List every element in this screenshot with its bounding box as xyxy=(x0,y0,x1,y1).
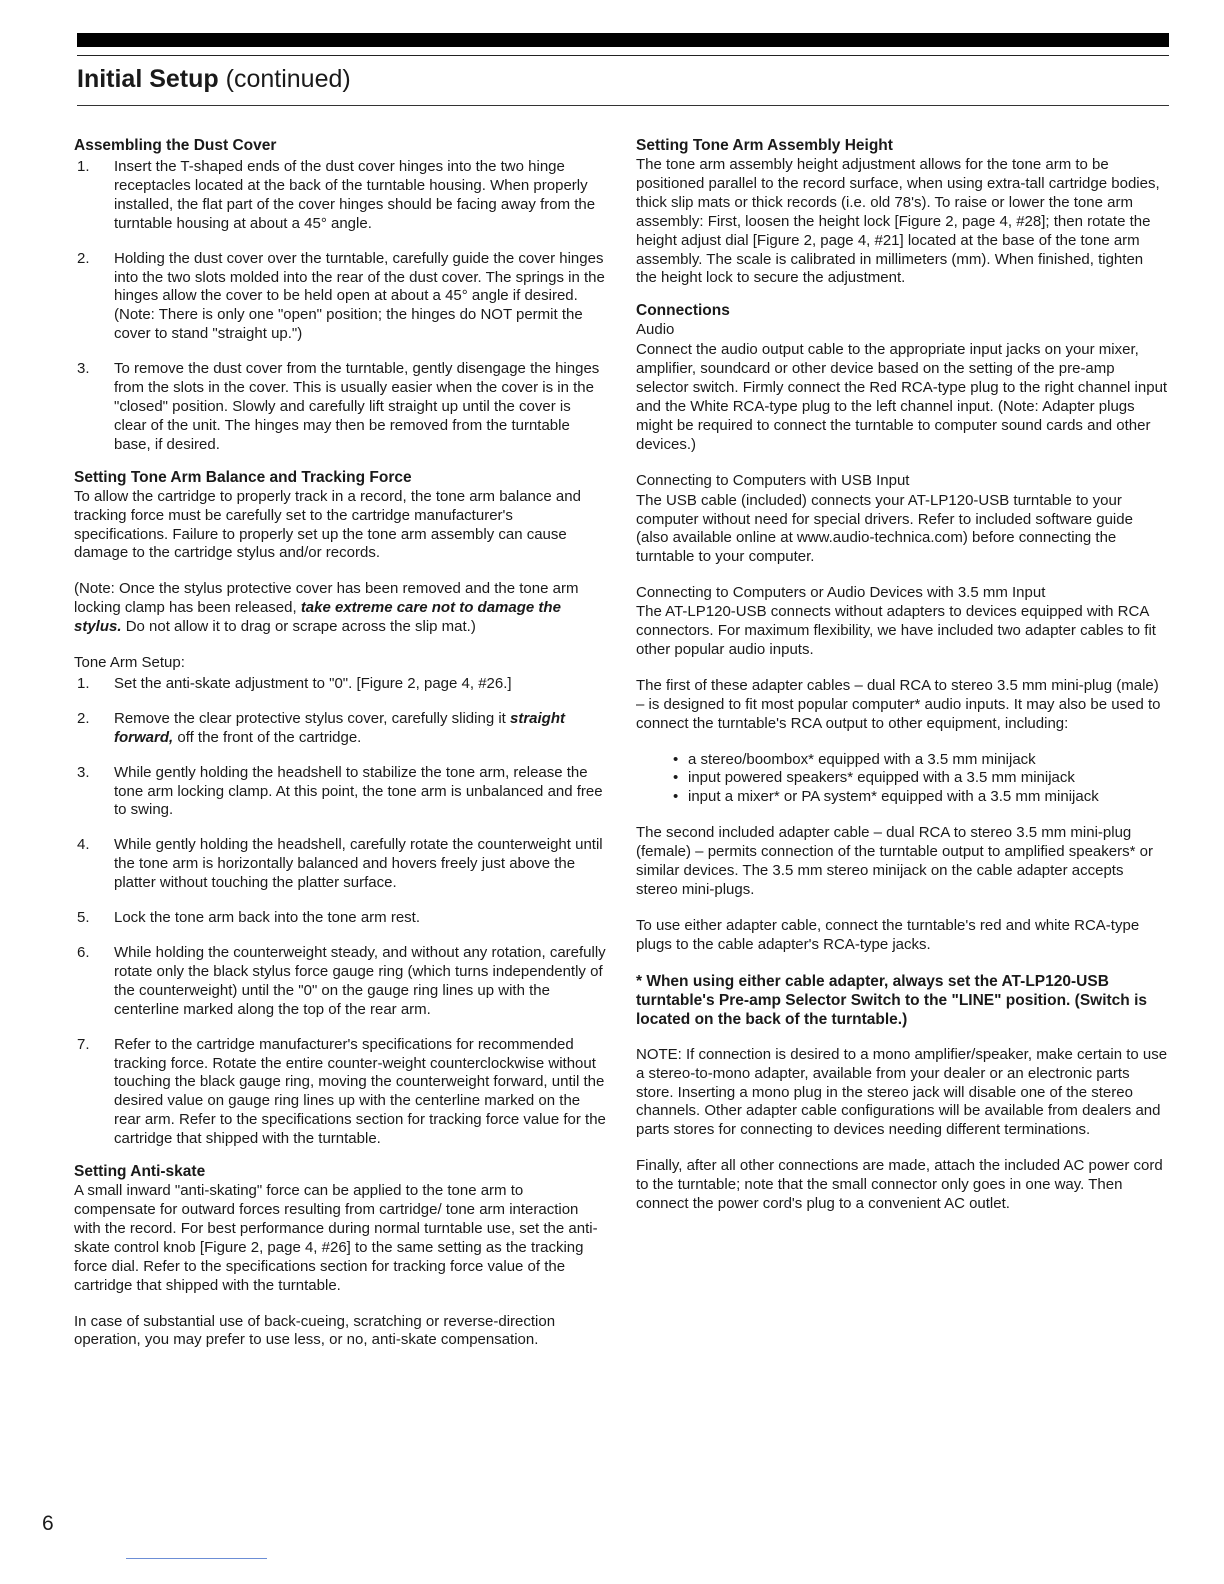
page-title-bold: Initial Setup xyxy=(77,65,219,93)
mm-input-label: Connecting to Computers or Audio Devices with 3.5 mm Input xyxy=(636,584,1046,602)
anti-skate-paragraph: A small inward "anti-skating" force can be applied to the tone arm to compensate for outward forces resulting from cartridge/ tone arm interaction with the record. For best performance during normal turntable use, set the anti-skate control knob [Figure 2, page 4, #26] to the same setting as the tracking force dial. Refer to the specifications section for tracking force value of the cartridge that shipped with the turntable. xyxy=(74,1182,598,1294)
balance-paragraph: To allow the cartridge to properly track in a record, the tone arm balance and tracking force must be carefully set to the cartridge manufacturer's specifications. Failure to properly set up the tone arm assembly can cause damage to the cartridge stylus and/or records. xyxy=(74,487,581,562)
list-item xyxy=(74,158,606,234)
list-text-emphasis: straight forward, xyxy=(114,709,566,746)
connections-heading: Connections xyxy=(636,302,730,320)
page-number: 6 xyxy=(42,1512,54,1535)
bullet-icon: • xyxy=(673,750,679,768)
list-item xyxy=(74,909,606,928)
stylus-note-emphasis: take extreme care not to damage the stylus. xyxy=(74,599,561,636)
list-item xyxy=(673,788,1168,807)
page-title xyxy=(77,63,351,95)
list-text: Lock the tone arm back into the tone arm rest. xyxy=(114,909,420,927)
adapter-bullet-list xyxy=(636,751,1168,808)
list-number: 2. xyxy=(77,709,90,727)
list-number: 3. xyxy=(77,360,90,378)
balance-heading: Setting Tone Arm Balance and Tracking Force xyxy=(74,468,412,486)
either-adapter-paragraph: To use either adapter cable, connect the turntable's red and white RCA-type plugs to the cable adapter's RCA-type jacks. xyxy=(636,916,1140,953)
bullet-text: a stereo/boombox* equipped with a 3.5 mm minijack xyxy=(688,750,1036,768)
usb-label: Connecting to Computers with USB Input xyxy=(636,471,910,489)
height-heading: Setting Tone Arm Assembly Height xyxy=(636,137,893,154)
list-text: To remove the dust cover from the turntable, gently disengage the hinges from the slots in the cover. This is usually easier when the cover is in the "closed" position. Slowly and carefully lift straight up until the cover is clear of the unit. The hinges may then be removed from the turntable base, if desired. xyxy=(114,360,600,453)
left-column xyxy=(74,136,606,1350)
tone-arm-setup-label: Tone Arm Setup: xyxy=(74,654,185,672)
tone-arm-setup-list xyxy=(74,675,606,1149)
list-item xyxy=(673,751,1168,770)
dust-cover-list xyxy=(74,158,606,455)
stylus-note xyxy=(74,580,606,637)
list-number: 1. xyxy=(77,158,90,175)
anti-skate-heading: Setting Anti-skate xyxy=(74,1163,206,1181)
audio-paragraph: Connect the audio output cable to the appropriate input jacks on your mixer, amplifier, soundcard or other device based on the setting of the pre-amp selector switch. Firmly connect the Red RCA-type plug to the right channel input and the White RCA-type plug to the left channel input. (Note: Adapter plugs might be required to connect the turntable to computer sound cards and other devices.) xyxy=(636,341,1168,453)
list-text: Insert the T-shaped ends of the dust cover hinges into the two hinge receptacles located at the back of the turntable housing. When properly installed, the flat part of the cover hinges should be facing away from the turntable housing at about a 45° angle. xyxy=(114,158,596,232)
list-number: 3. xyxy=(77,763,90,781)
list-item xyxy=(74,675,606,694)
mm-input-paragraph: The AT-LP120-USB connects without adapters to devices equipped with RCA connectors. For maximum flexibility, we have included two adapter cables to fit other popular audio inputs. xyxy=(636,603,1156,658)
list-text: While gently holding the headshell to stabilize the tone arm, release the tone arm locking clamp. At this point, the tone arm is unbalanced and free to swing. xyxy=(114,763,603,819)
list-text-end: off the front of the cartridge. xyxy=(173,728,362,746)
list-item xyxy=(74,944,606,1020)
list-item xyxy=(673,769,1168,788)
list-number: 1. xyxy=(77,674,90,692)
bullet-icon: • xyxy=(673,769,679,787)
list-item xyxy=(74,710,606,748)
stylus-note-end: Do not allow it to drag or scrape across the slip mat.) xyxy=(121,618,476,636)
line-position-note: * When using either cable adapter, always set the AT-LP120-USB turntable's Pre-amp Selector Switch to the "LINE" position. (Switch is located on the back of the turntable.) xyxy=(636,972,1148,1028)
list-text xyxy=(114,710,606,748)
list-item xyxy=(74,836,606,893)
list-text: While holding the counterweight steady, and without any rotation, carefully rotate only the black stylus force gauge ring (which turns independently of the counterweight) until the "0" on the gauge ring lines up with the centerline marked along the top of the rear arm. xyxy=(114,944,606,1018)
list-number: 2. xyxy=(77,249,90,267)
list-text: Set the anti-skate adjustment to "0". [Figure 2, page 4, #26.] xyxy=(114,674,512,692)
footer-rule xyxy=(126,1558,267,1559)
list-text-start: Remove the clear protective stylus cover, carefully sliding it xyxy=(114,709,510,727)
list-number: 6. xyxy=(77,944,90,961)
anti-skate-note: In case of substantial use of back-cueing, scratching or reverse-direction operation, you may prefer to use less, or no, anti-skate compensation. xyxy=(74,1312,556,1349)
header-bar xyxy=(77,33,1169,47)
list-number: 7. xyxy=(77,1035,90,1053)
bullet-icon: • xyxy=(673,788,679,806)
dust-cover-heading: Assembling the Dust Cover xyxy=(74,137,277,154)
audio-label: Audio xyxy=(636,321,675,339)
list-text: Refer to the cartridge manufacturer's specifications for recommended tracking force. Rotate the entire counter-weight counterclockwise without touching the black gauge ring, moving the counterweight forward, until the desired value on gauge ring lines up with the centerline marked on the rear arm. Refer to the specifications section for tracking force value for the cartridge that shipped with the turntable. xyxy=(114,1035,606,1148)
list-item xyxy=(74,360,606,455)
mono-note: NOTE: If connection is desired to a mono amplifier/speaker, make certain to use a stereo-to-mono adapter, available from your dealer or an electronic parts store. Inserting a mono plug in the stereo jack will disable one of the stereo channels. Other adapter cable configurations will be available from dealers and parts stores for connecting to devices needing different terminations. xyxy=(636,1045,1168,1139)
list-number: 4. xyxy=(77,836,90,854)
page-title-continued: (continued) xyxy=(225,65,351,93)
list-text: While gently holding the headshell, carefully rotate the counterweight until the tone arm is horizontally balanced and hovers freely just above the platter without touching the platter surface. xyxy=(114,836,603,892)
list-item xyxy=(74,1036,606,1149)
stylus-note-start: (Note: Once the stylus protective cover has been removed and the tone arm locking clamp has been released, xyxy=(74,580,579,617)
right-column xyxy=(636,136,1168,1214)
power-cord-paragraph: Finally, after all other connections are made, attach the included AC power cord to the turntable; note that the small connector only goes in one way. Then connect the power cord's plug to a convenient AC outlet. xyxy=(636,1157,1163,1213)
list-number: 5. xyxy=(77,909,90,927)
list-item xyxy=(74,764,606,821)
header-rule xyxy=(77,55,1169,56)
bullet-text: input powered speakers* equipped with a 3.5 mm minijack xyxy=(688,769,1075,787)
usb-paragraph: The USB cable (included) connects your AT-LP120-USB turntable to your computer without need for special drivers. Refer to included software guide (also available online at www.audio-technica.com) before connecting the turntable to your computer. xyxy=(636,491,1133,566)
height-paragraph: The tone arm assembly height adjustment allows for the tone arm to be positioned parallel to the record surface, when using extra-tall cartridge bodies, thick slip mats or thick records (i.e. old 78's). To raise or lower the tone arm assembly: First, loosen the height lock [Figure 2, page 4, #28]; then rotate the height adjust dial [Figure 2, page 4, #21] located at the base of the tone arm assembly. The scale is calibrated in millimeters (mm). When finished, tighten the height lock to secure the adjustment. xyxy=(636,156,1160,287)
first-adapter-paragraph: The first of these adapter cables – dual RCA to stereo 3.5 mm mini-plug (male) – is designed to fit most popular computer* audio inputs. It may also be used to connect the turntable's RCA output to other equipment, including: xyxy=(636,676,1161,732)
title-rule xyxy=(77,105,1169,106)
list-text: Holding the dust cover over the turntable, carefully guide the cover hinges into the two slots molded into the rear of the dust cover. The springs in the hinges allow the cover to be held open at about a 45° angle if desired. (Note: There is only one "open" position; the hinges do NOT permit the cover to stand "straight up.") xyxy=(114,249,605,343)
second-adapter-paragraph: The second included adapter cable – dual RCA to stereo 3.5 mm mini-plug (female) – permits connection of the turntable output to amplified speakers* or similar devices. The 3.5 mm stereo minijack on the cable adapter accepts stereo mini-plugs. xyxy=(636,824,1153,898)
list-item xyxy=(74,250,606,345)
bullet-text: input a mixer* or PA system* equipped with a 3.5 mm minijack xyxy=(688,788,1099,806)
